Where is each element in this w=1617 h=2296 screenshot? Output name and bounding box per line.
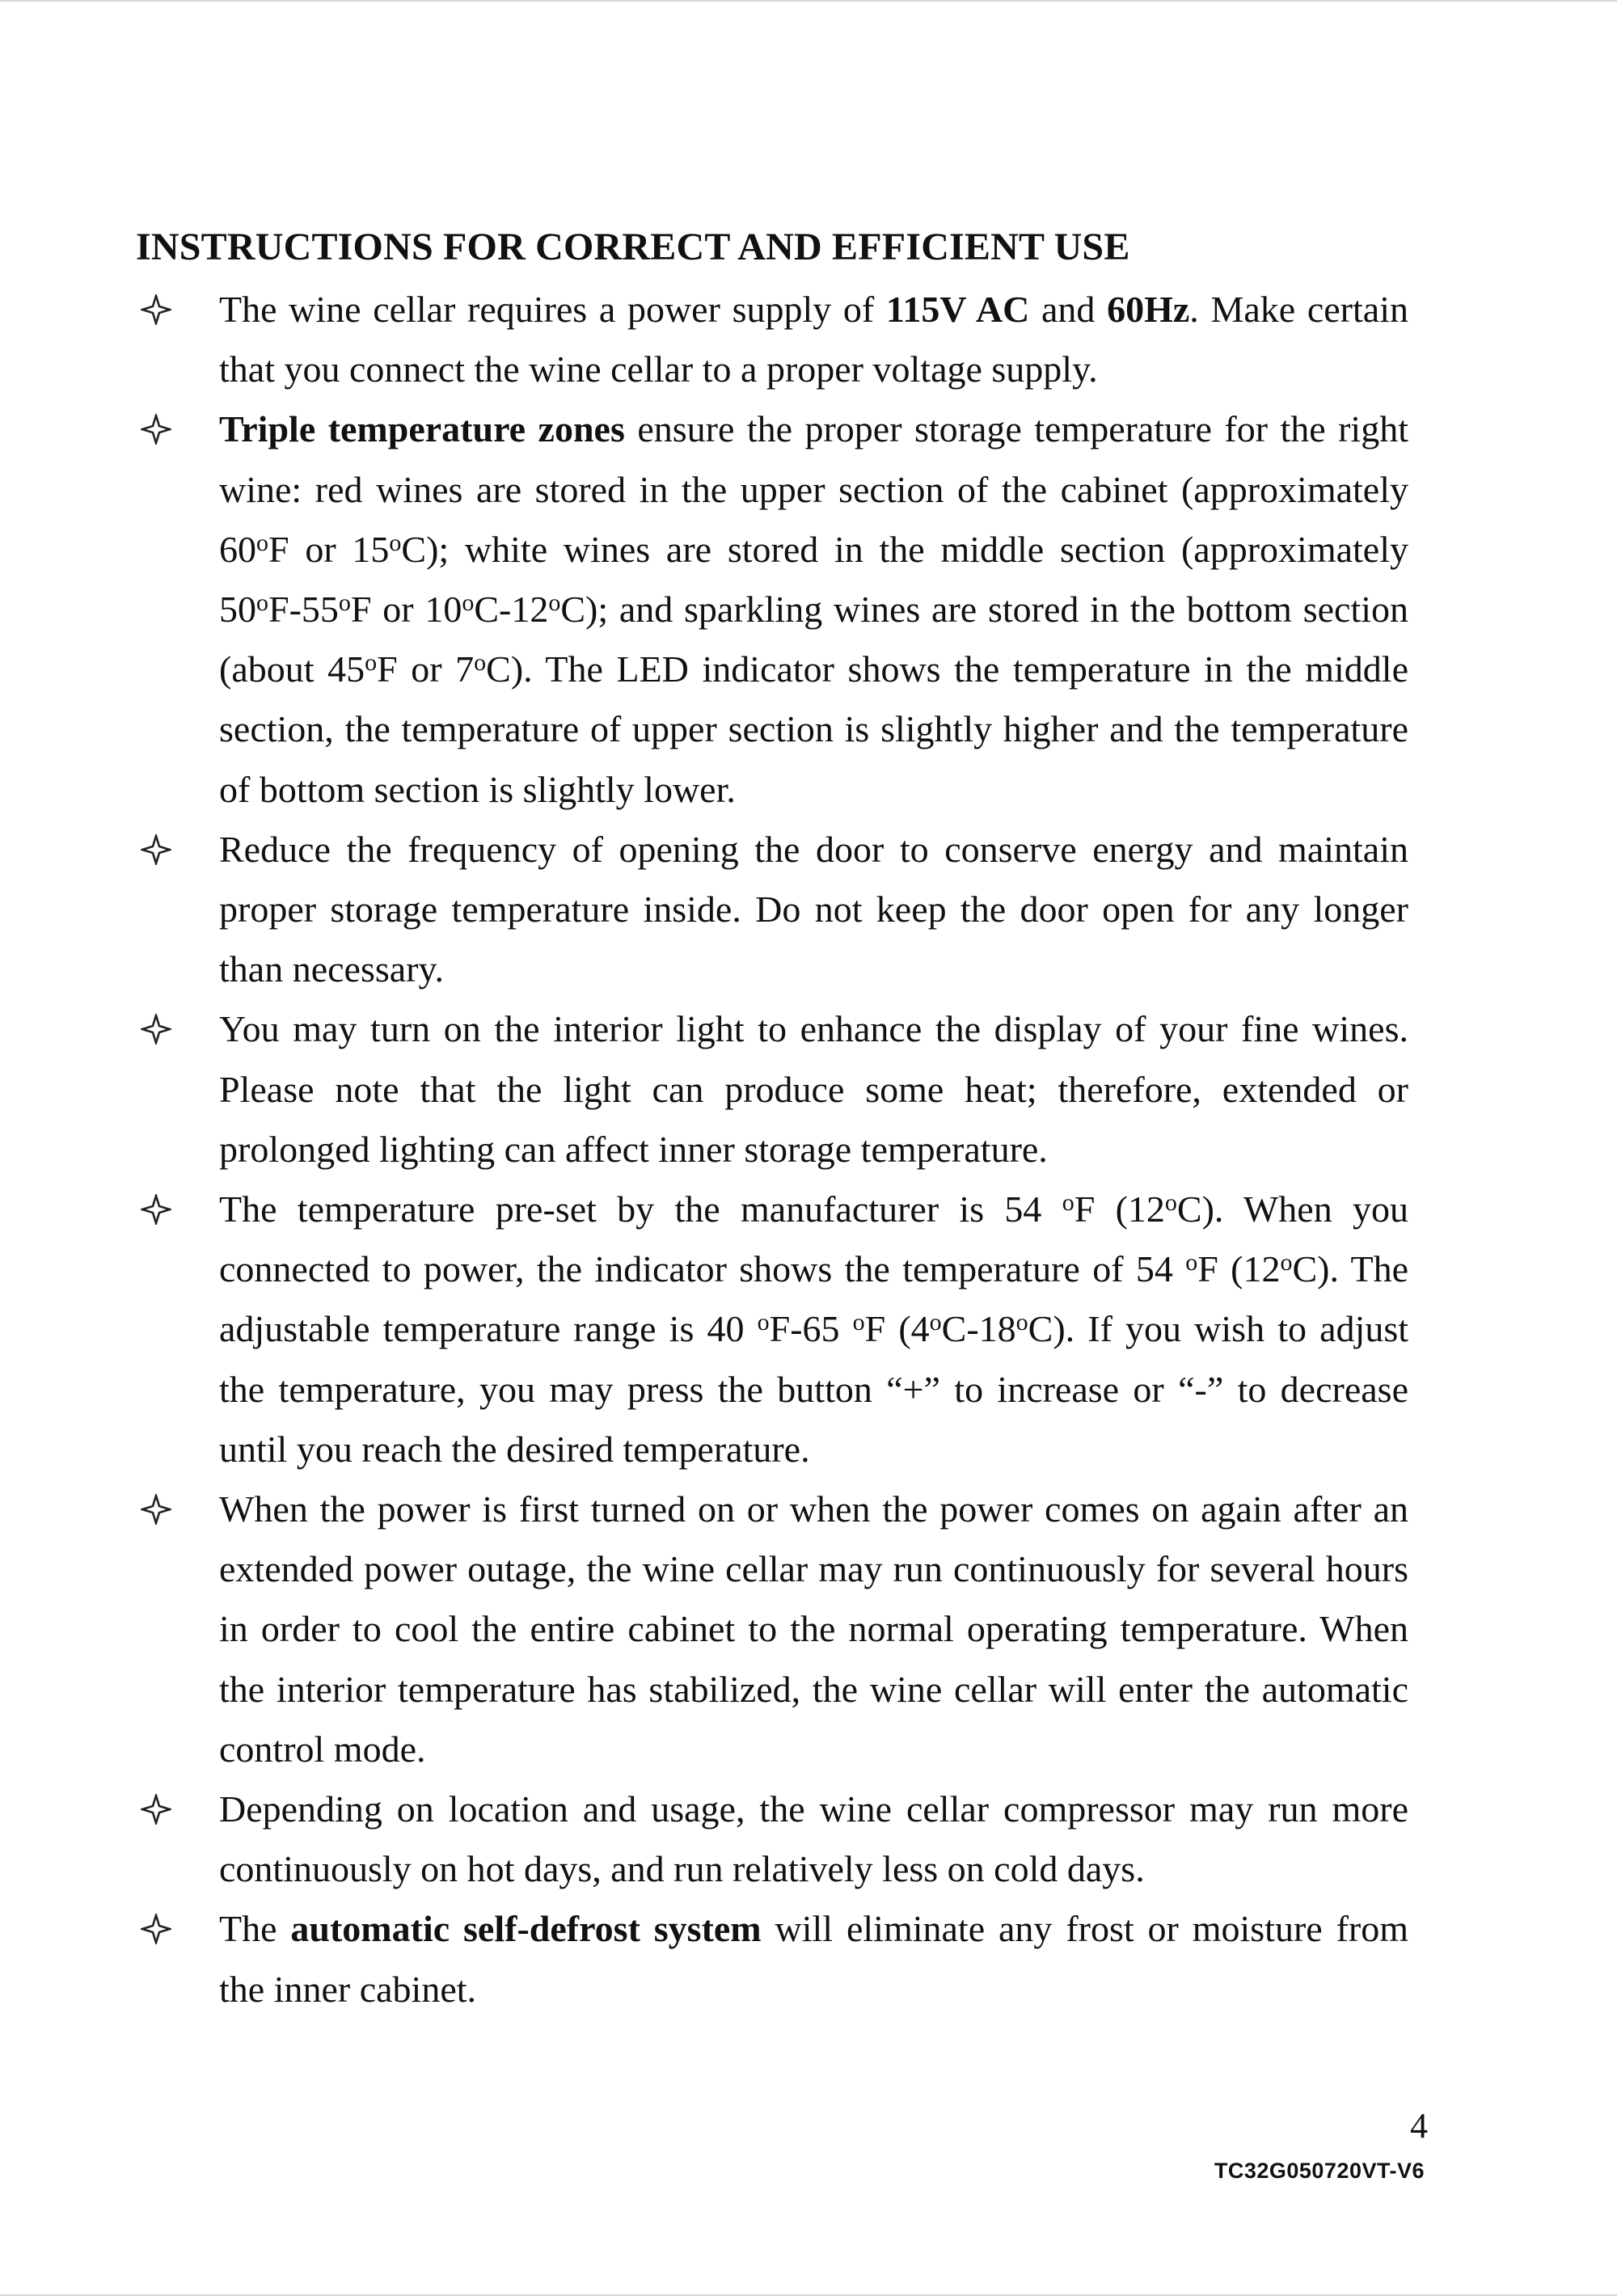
section-heading: INSTRUCTIONS FOR CORRECT AND EFFICIENT USE <box>136 226 1130 268</box>
four-point-star-outline-icon <box>140 399 172 459</box>
four-point-star-outline-icon <box>140 1479 172 1539</box>
four-point-star-outline-icon <box>140 820 172 880</box>
list-item: Triple temperature zones ensure the proper storage temperature for the right wine: red wines are stored in the upper section of the cabinet (approximately 60$^o$F or 15$^o$C); white wines are stored in the middle section (approximately 50$^o$F-55$^o$F or 10$^o$C-12$^o$C); and sparkling wines are stored in the bottom section (about 45$^o$F or 7$^o$C). The LED indicator shows the temperature in the middle section, the temperature of upper section is slightly higher and the temperature of bottom section is slightly lower. <box>136 399 1408 819</box>
document-code: TC32G050720VT-V6 <box>1214 2159 1425 2183</box>
list-item: The automatic self-defrost system will eliminate any frost or moisture from the inner cabinet. <box>136 1899 1408 2019</box>
list-item: When the power is first turned on or when the power comes on again after an extended power outage, the wine cellar may run continuously for several hours in order to cool the entire cabinet to the normal operating temperature. When the interior temperature has stabilized, the wine cellar will enter the automatic control mode. <box>136 1479 1408 1779</box>
four-point-star-outline-icon <box>140 1779 172 1839</box>
page-number: 4 <box>1410 2106 1428 2146</box>
list-item: Reduce the frequency of opening the door to conserve energy and maintain proper storage temperature inside. Do not keep the door open for any longer than necessary. <box>136 820 1408 1000</box>
voltage-value: 115V AC <box>885 289 1030 330</box>
four-point-star-outline-icon <box>140 1899 172 1959</box>
list-item: The temperature pre-set by the manufacturer is 54 $^o$F (12$^o$C). When you connected to power, the indicator shows the temperature of 54 $^o$F (12$^o$C). The adjustable temperature range is 40 $^o$F-65 $^o$F (4$^o$C-18$^o$C). If you wish to adjust the temperature, you may press the button “+” to increase or “-” to decrease until you reach the desired temperature. <box>136 1180 1408 1479</box>
four-point-star-outline-icon <box>140 280 172 340</box>
triple-zones-term: Triple temperature zones <box>219 408 625 450</box>
list-item: You may turn on the interior light to enhance the display of your fine wines. Please note that the light can produce some heat; therefore, extended or prolonged lighting can affect inner storage temperature. <box>136 999 1408 1180</box>
frequency-value: 60Hz <box>1107 289 1190 330</box>
instruction-list <box>136 280 1408 2020</box>
list-item: Depending on location and usage, the wine cellar compressor may run more continuously on hot days, and run relatively less on cold days. <box>136 1779 1408 1899</box>
list-item: The wine cellar requires a power supply of 115V AC and 60Hz. Make certain that you connect the wine cellar to a proper voltage supply. <box>136 280 1408 399</box>
four-point-star-outline-icon <box>140 999 172 1059</box>
self-defrost-term: automatic self-defrost system <box>290 1908 762 1950</box>
four-point-star-outline-icon <box>140 1180 172 1239</box>
